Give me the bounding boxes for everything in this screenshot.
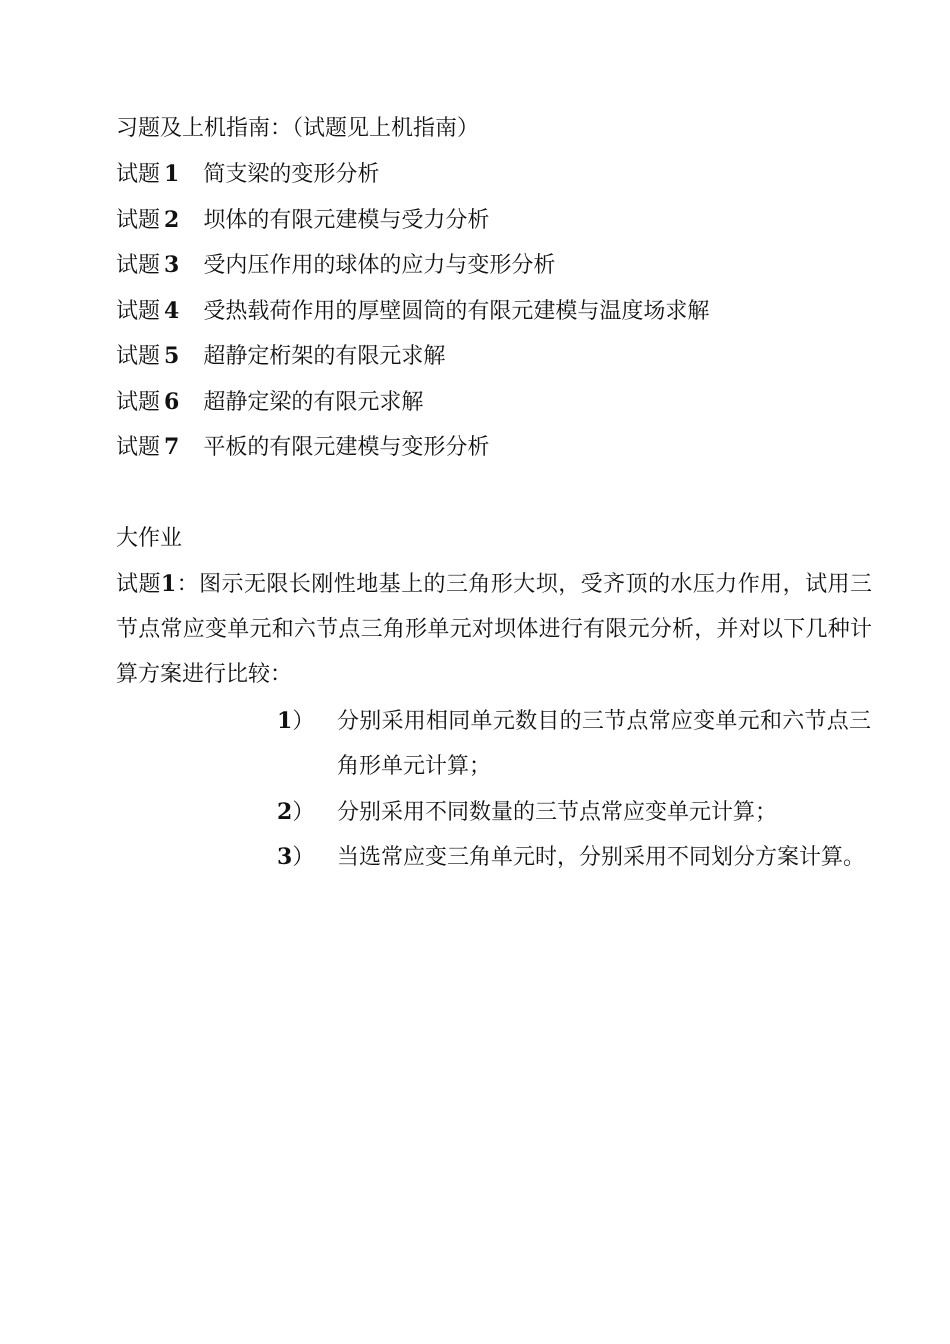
exercise-title: 受内压作用的球体的应力与变形分析 bbox=[203, 253, 556, 278]
exercise-line bbox=[116, 296, 709, 327]
exercise-line bbox=[116, 250, 555, 281]
exercise-number: 6 bbox=[164, 389, 180, 415]
exercise-prefix: 试题 bbox=[116, 299, 161, 324]
exercise-number: 5 bbox=[164, 343, 180, 369]
exercise-line bbox=[116, 159, 379, 190]
intro-line: 习题及上机指南：（试题见上机指南） bbox=[116, 116, 480, 141]
exercise-number: 4 bbox=[164, 298, 180, 324]
section-heading: 大作业 bbox=[116, 526, 183, 551]
exercise-number: 3 bbox=[164, 252, 180, 278]
exercise-prefix: 试题 bbox=[116, 344, 161, 369]
exercise-line bbox=[116, 432, 489, 463]
assignment-label-prefix: 试题 bbox=[116, 572, 161, 597]
exercise-title: 简支梁的变形分析 bbox=[203, 162, 380, 187]
exercise-title: 平板的有限元建模与变形分析 bbox=[203, 435, 490, 460]
plan-item-text: 分别采用不同数量的三节点常应变单元计算； bbox=[337, 800, 778, 825]
exercise-prefix: 试题 bbox=[116, 162, 161, 187]
exercise-line bbox=[116, 205, 489, 236]
exercise-number: 1 bbox=[164, 161, 180, 187]
exercise-line bbox=[116, 341, 445, 372]
exercise-prefix: 试题 bbox=[116, 253, 161, 278]
exercise-title: 超静定桁架的有限元求解 bbox=[203, 344, 446, 369]
assignment-body: 图示无限长刚性地基上的三角形大坝，受齐顶的水压力作用，试用三节点常应变单元和六节点三角形单元对坝体进行有限元分析，并对以下几种计算方案进行比较： bbox=[116, 572, 872, 687]
assignment-paragraph bbox=[116, 562, 872, 697]
assignment-label-number: 1 bbox=[160, 571, 177, 597]
exercise-prefix: 试题 bbox=[116, 390, 161, 415]
plan-item-number: 3） bbox=[277, 844, 315, 870]
exercise-title: 超静定梁的有限元求解 bbox=[203, 390, 424, 415]
exercise-prefix: 试题 bbox=[116, 435, 161, 460]
plan-item-number: 1） bbox=[277, 708, 315, 734]
exercise-number: 2 bbox=[164, 207, 180, 233]
plan-item-text: 分别采用相同单元数目的三节点常应变单元和六节点三角形单元计算； bbox=[337, 709, 871, 779]
plan-item-text: 当选常应变三角单元时，分别采用不同划分方案计算。 bbox=[337, 845, 866, 870]
exercise-line bbox=[116, 387, 423, 418]
exercise-prefix: 试题 bbox=[116, 208, 161, 233]
plan-item-number: 2） bbox=[277, 799, 315, 825]
exercise-title: 坝体的有限元建模与受力分析 bbox=[203, 208, 490, 233]
exercise-title: 受热载荷作用的厚壁圆筒的有限元建模与温度场求解 bbox=[203, 299, 710, 324]
exercise-number: 7 bbox=[164, 434, 180, 460]
assignment-label-colon: ： bbox=[176, 572, 200, 597]
